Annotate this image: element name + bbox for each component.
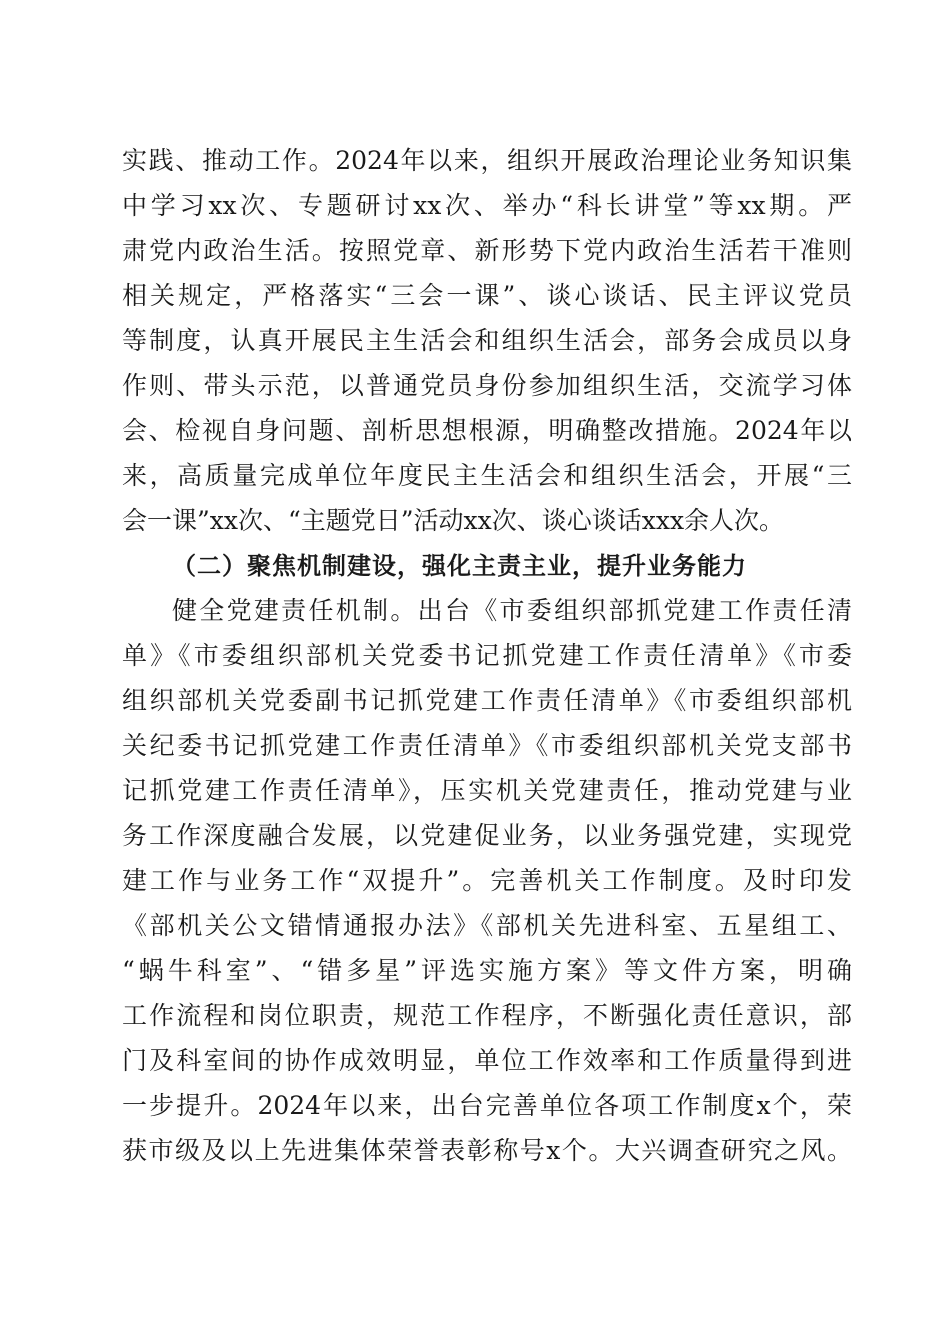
paragraph-line: 《部机关公文错情通报办法》《部机关先进科室、五星组工、 bbox=[122, 911, 852, 940]
paragraph-line: 工作流程和岗位职责，规范工作程序，不断强化责任意识，部 bbox=[122, 1001, 852, 1030]
paragraph-line: 会一课”xx次、“主题党日”活动xx次、谈心谈话xxx余人次。 bbox=[122, 506, 785, 535]
paragraph-line: 一步提升。2024年以来，出台完善单位各项工作制度x个，荣 bbox=[122, 1091, 852, 1120]
paragraph-line: 来，高质量完成单位年度民主生活会和组织生活会，开展“三 bbox=[122, 461, 852, 490]
paragraph-line: 务工作深度融合发展，以党建促业务，以业务强党建，实现党 bbox=[122, 821, 852, 850]
paragraph-line: 单》《市委组织部机关党委书记抓党建工作责任清单》《市委 bbox=[122, 641, 852, 670]
paragraph-line: 关纪委书记抓党建工作责任清单》《市委组织部机关党支部书 bbox=[122, 731, 852, 760]
paragraph-line: 健全党建责任机制。出台《市委组织部抓党建工作责任清 bbox=[172, 596, 852, 625]
paragraph-line: 等制度，认真开展民主生活会和组织生活会，部务会成员以身 bbox=[122, 326, 852, 355]
paragraph-line: 记抓党建工作责任清单》，压实机关党建责任，推动党建与业 bbox=[122, 776, 852, 805]
section-heading: （二）聚焦机制建设，强化主责主业，提升业务能力 bbox=[172, 552, 747, 580]
paragraph-line: 相关规定，严格落实“三会一课”、谈心谈话、民主评议党员 bbox=[122, 281, 852, 310]
paragraph-line: 实践、推动工作。2024年以来，组织开展政治理论业务知识集 bbox=[122, 146, 852, 175]
paragraph-line: 获市级及以上先进集体荣誉表彰称号x个。大兴调查研究之风。 bbox=[122, 1136, 852, 1165]
paragraph-line: “蜗牛科室”、“错多星”评选实施方案》等文件方案，明确 bbox=[122, 956, 852, 985]
paragraph-line: 门及科室间的协作成效明显，单位工作效率和工作质量得到进 bbox=[122, 1046, 852, 1075]
paragraph-line: 肃党内政治生活。按照党章、新形势下党内政治生活若干准则 bbox=[122, 236, 852, 265]
paragraph-line: 建工作与业务工作“双提升”。完善机关工作制度。及时印发 bbox=[122, 866, 852, 895]
paragraph-line: 组织部机关党委副书记抓党建工作责任清单》《市委组织部机 bbox=[122, 686, 852, 715]
paragraph-line: 会、检视自身问题、剖析思想根源，明确整改措施。2024年以 bbox=[122, 416, 852, 445]
paragraph-line: 作则、带头示范，以普通党员身份参加组织生活，交流学习体 bbox=[122, 371, 852, 400]
paragraph-line: 中学习xx次、专题研讨xx次、举办“科长讲堂”等xx期。严 bbox=[122, 191, 852, 220]
